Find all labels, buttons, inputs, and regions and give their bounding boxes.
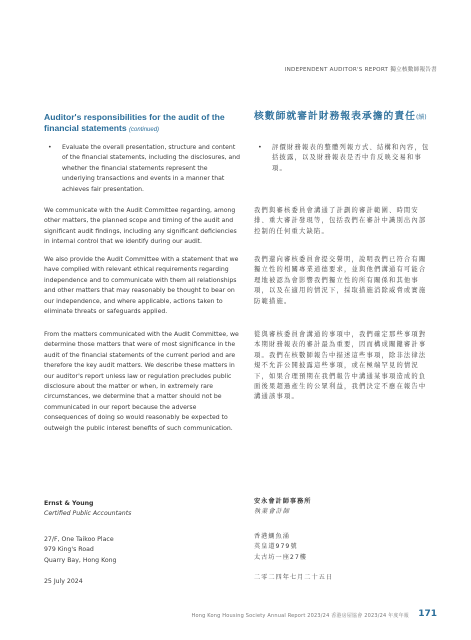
signature-block-en (44, 499, 131, 520)
running-header: INDEPENDENT AUDITOR'S REPORT 獨立核數師報告書 (284, 67, 437, 73)
address-line-3-en: Quarry Bay, Hong Kong (44, 556, 117, 564)
paragraph-2-en: We also provide the Audit Committee with a statement that we have complied with relevant ethical requirements regarding independence and to communicate with them all relationships and other matters that may reasonably be thought to bear on our independence, and where applicable, actions taken to eliminate threats or safeguards applied. (44, 256, 239, 316)
bullet-dot-icon: • (258, 144, 263, 151)
section-title-zh (254, 110, 432, 125)
paragraph-2-zh: 我們還向審核委員會提交聲明，說明我們已符合有關獨立性的相關專業道德要求，並與他們溝通有可能合理地被認為會影響我們獨立性的所有關係和其他事項，以及在適用的情況下，採取措施消除威脅或實施防範措施。 (254, 256, 427, 305)
address-en (44, 535, 116, 566)
bullet-item-zh (254, 143, 432, 174)
firm-role-zh: 執業會計師 (254, 508, 290, 516)
address-line-1-zh: 香港鰂魚涌 (254, 533, 290, 540)
paragraph-1-en: We communicate with the Audit Committee regarding, among other matters, the planned scope and timing of the audit and significant audit findings, including any significant deficiencies in internal control that we identify during our audit. (44, 207, 237, 246)
footer-text: Hong Kong Housing Society Annual Report 2023/24 香港房屋協會 2023/24 年度年報 (191, 613, 409, 619)
paragraph-1-zh: 我們與審核委員會溝通了計劃的審計範圍、時間安排、重大審計發現等，包括我們在審計中識別出內部控制的任何重大缺陷。 (254, 207, 427, 235)
bullet-item-en (44, 143, 242, 195)
bullet-dot-icon: • (48, 144, 52, 151)
section-title-zh-text: 核數師就審計財務報表承擔的責任 (254, 111, 416, 122)
address-line-2-en: 979 King's Road (44, 546, 94, 554)
bullet-text-en: Evaluate the overall presentation, structure and content of the financial statements, including the disclosures, and whether the financial statements represent the underlying transactions and events in a manner that achieves fair presentation. (62, 144, 241, 193)
section-title-en-text: Auditor's responsibilities for the audit of the financial statements (44, 112, 225, 133)
report-date-en: 25 July 2024 (44, 578, 83, 585)
section-title-en (44, 112, 244, 136)
paragraph-3-en: From the matters communicated with the Audit Committee, we determine those matters that were of most significance in the audit of the financial statements of the current period and are therefore the key audit matters. We describe these matters in our auditor's report unless law or regulation precludes public disclosure about the matter or when, in extremely rare circumstances, we determine that a matter should not be communicated in our report because the adverse consequences of doing so would reasonably be expected to outweigh the public interest benefits of such communication. (44, 331, 239, 432)
firm-name-en: Ernst & Young (44, 500, 94, 507)
page-number: 171 (418, 609, 437, 619)
address-line-3-zh: 太古坊一座27樓 (254, 553, 307, 561)
firm-name-zh: 安永會計師事務所 (254, 498, 312, 505)
report-date-zh: 二零二四年七月二十五日 (254, 574, 334, 581)
firm-role-en: Certified Public Accountants (44, 510, 132, 518)
address-line-1-en: 27/F, One Taikoo Place (44, 536, 114, 543)
continued-label-en: (continued) (129, 127, 160, 133)
bullet-text-zh: 評價財務報表的整體列報方式、結構和內容，包括披露，以及財務報表是否中肯反映交易和事項。 (272, 144, 430, 172)
signature-block-zh (254, 497, 312, 518)
continued-label-zh: (續) (415, 114, 427, 121)
address-line-2-zh: 英皇道979號 (254, 543, 298, 551)
paragraph-3-zh: 從與審核委員會溝通的事項中，我們確定那些事項對本期財務報表的審計最為重要，因而構成關鍵審計事項。我們在核數師報告中描述這些事項，除非法律法規不允許公開披露這些事項，或在極端罕見的情況下，如果合理預期在我們報告中溝通某事項造成的負面後果超過產生的公眾利益，我們決定不應在報告中溝通該事項。 (254, 331, 427, 401)
address-zh (254, 532, 307, 563)
